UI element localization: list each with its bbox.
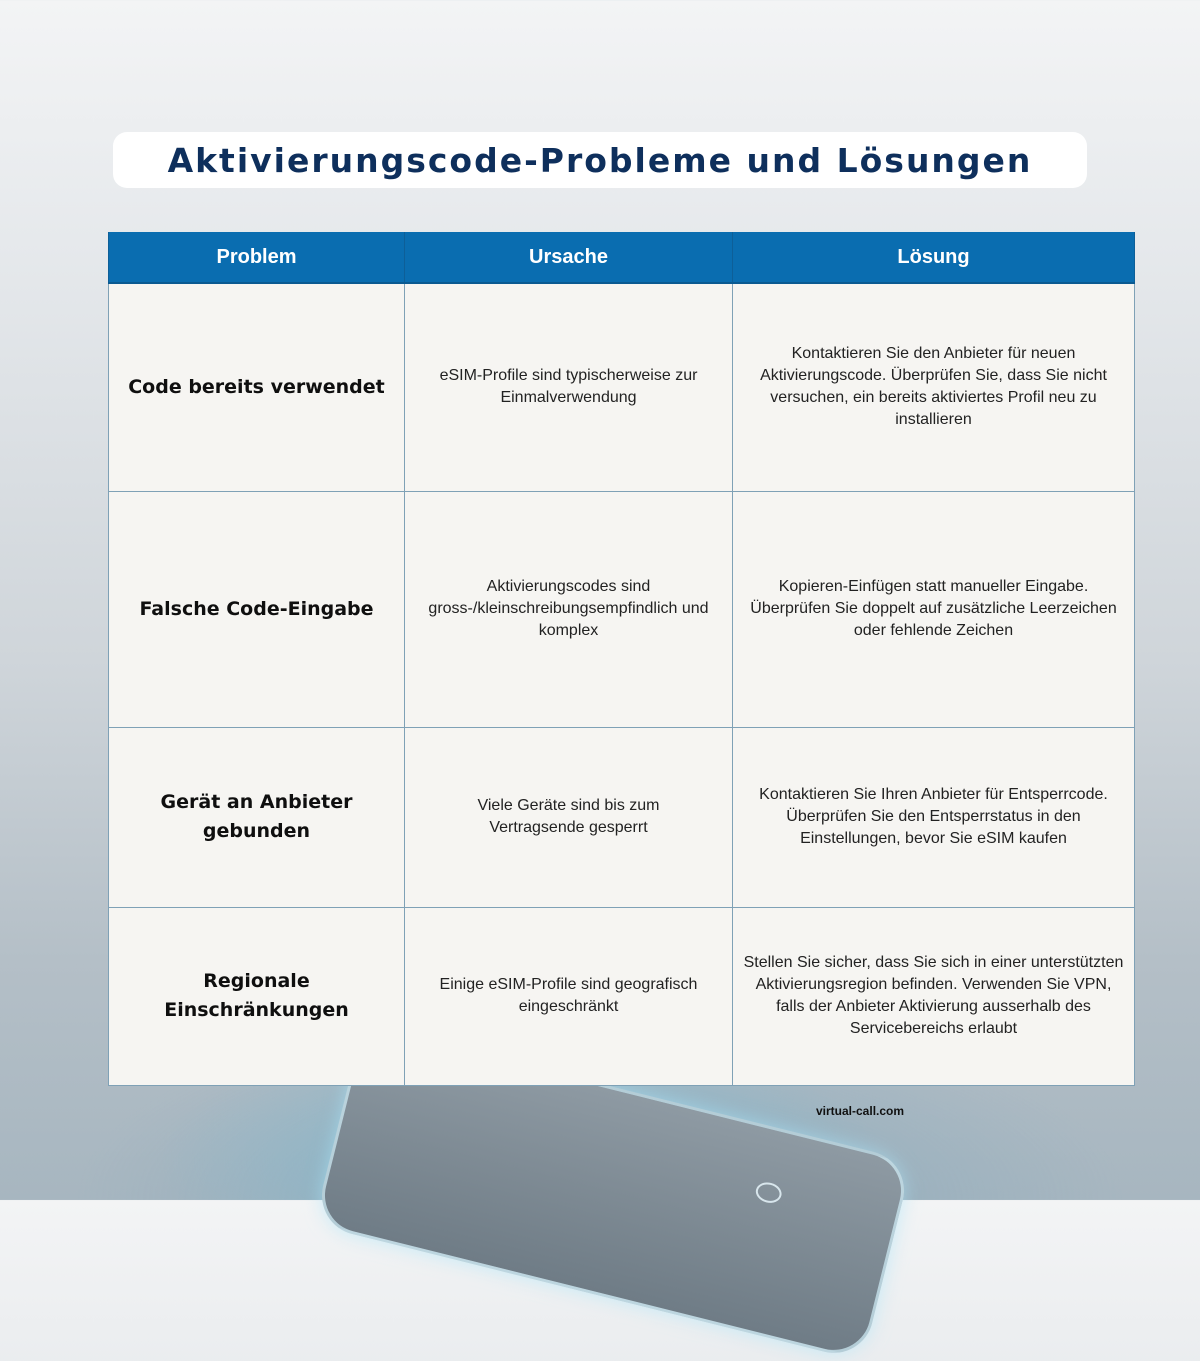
problem-cell: Code bereits verwendet [109,283,405,491]
page-title: Aktivierungscode-Probleme und Lösungen [167,140,1033,180]
column-header-problem: Problem [109,232,405,283]
table-row [109,283,1135,491]
problem-cell: Gerät an Anbieter gebunden [109,727,405,907]
cause-cell: eSIM-Profile sind typischerweise zur Einmalverwendung [405,283,733,491]
column-header-cause: Ursache [405,232,733,283]
cause-cell: Aktivierungscodes sind gross-/kleinschreibungsempfindlich und komplex [405,491,733,727]
problem-cell: Falsche Code-Eingabe [109,491,405,727]
table-header-row [109,232,1135,283]
solution-cell: Kontaktieren Sie Ihren Anbieter für Entsperrcode. Überprüfen Sie den Entsperrstatus in den Einstellungen, bevor Sie eSIM kaufen [733,727,1135,907]
problems-table [108,232,1135,1086]
home-button-graphic [754,1180,784,1206]
table-row [109,727,1135,907]
title-banner [113,132,1087,188]
table-row [109,907,1135,1085]
problem-cell: Regionale Einschränkungen [109,907,405,1085]
cause-cell: Einige eSIM-Profile sind geografisch eingeschränkt [405,907,733,1085]
column-header-solution: Lösung [733,232,1135,283]
solution-cell: Kontaktieren Sie den Anbieter für neuen Aktivierungscode. Überprüfen Sie, dass Sie nicht versuchen, ein bereits aktiviertes Profil neu zu installieren [733,283,1135,491]
solution-cell: Stellen Sie sicher, dass Sie sich in einer unterstützten Aktivierungsregion befinden. Verwenden Sie VPN, falls der Anbieter Aktivierung ausserhalb des Servicebereichs erlaubt [733,907,1135,1085]
solution-cell: Kopieren-Einfügen statt manueller Eingabe. Überprüfen Sie doppelt auf zusätzliche Leerzeichen oder fehlende Zeichen [733,491,1135,727]
table-row [109,491,1135,727]
cause-cell: Viele Geräte sind bis zum Vertragsende gesperrt [405,727,733,907]
source-credit: virtual-call.com [816,1104,905,1118]
